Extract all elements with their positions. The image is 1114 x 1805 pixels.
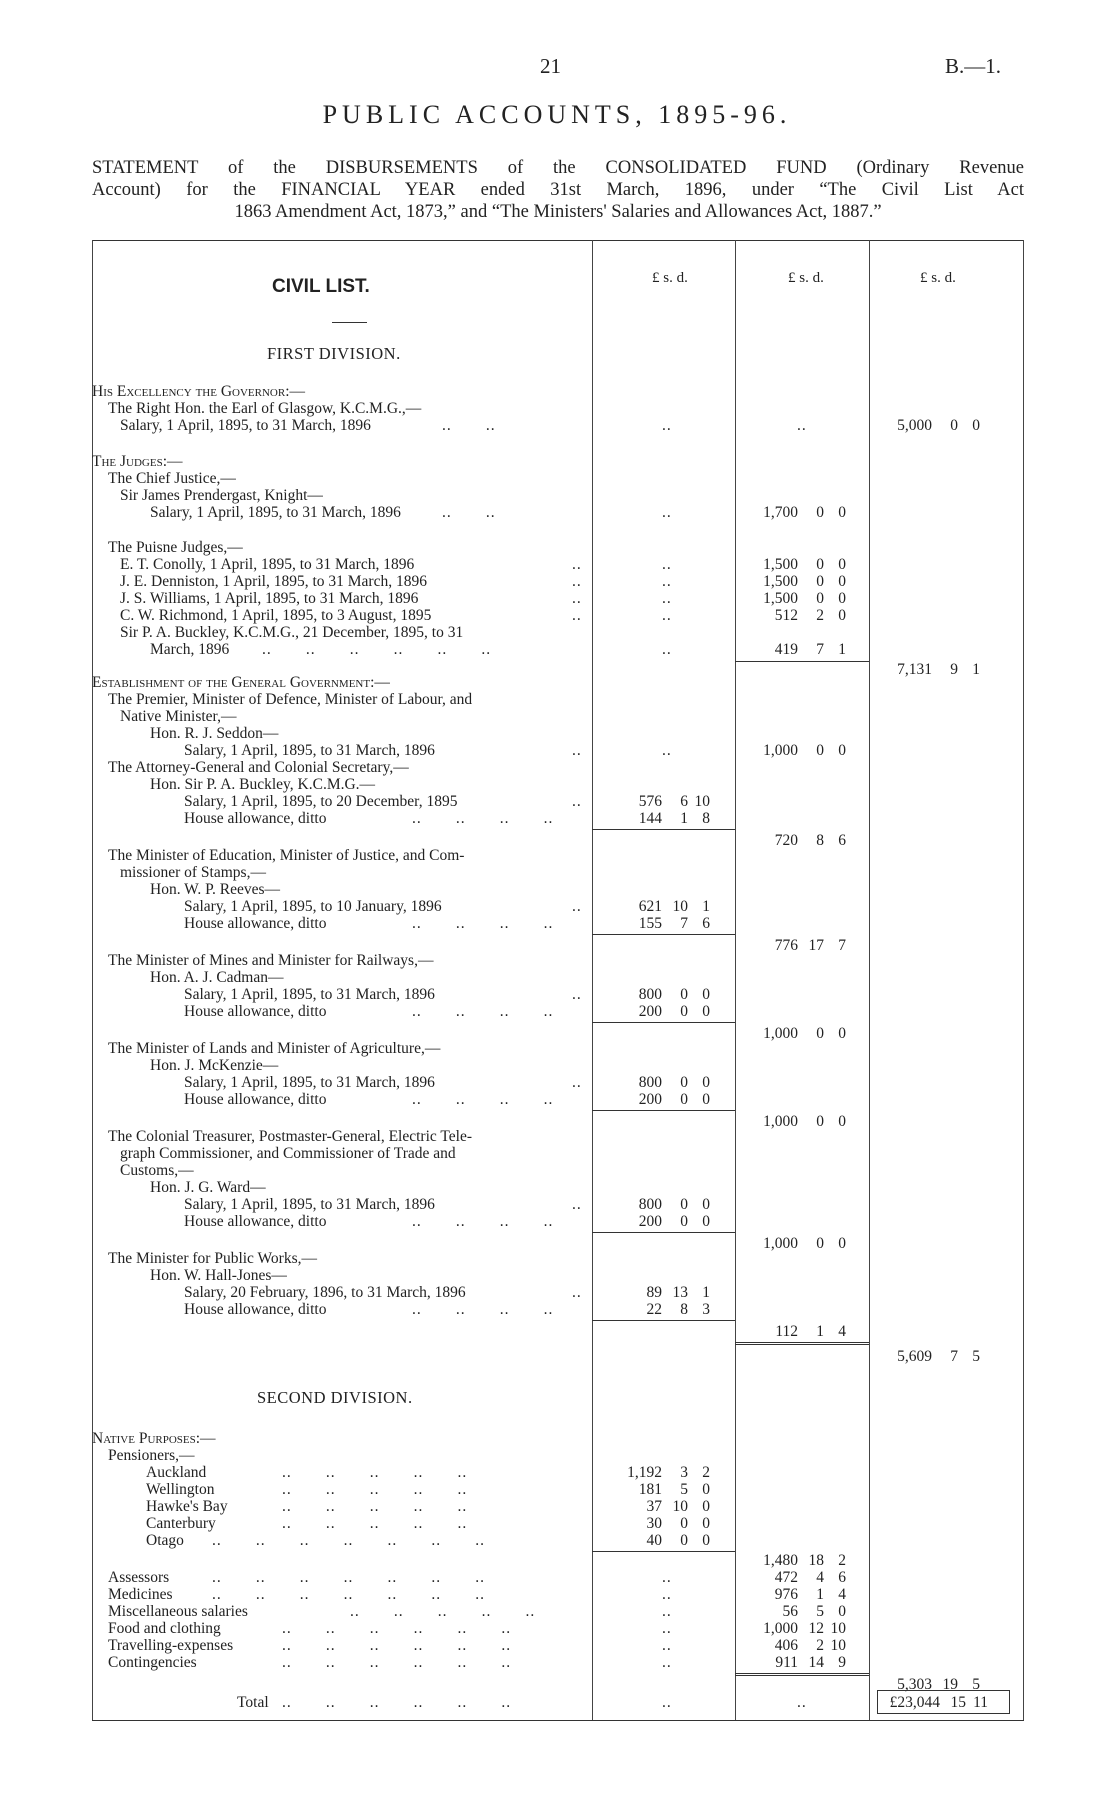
line-item: Auckland <box>146 1464 207 1481</box>
line-item: The Minister of Education, Minister of Justice, and Com- <box>108 847 465 864</box>
leader-dots: .. .. .. .. .. .. .. <box>212 1569 485 1586</box>
amount: 1,500 0 0 <box>763 556 846 573</box>
leader-dots: .. <box>662 573 672 590</box>
line-item: Medicines <box>108 1586 173 1603</box>
heading-rule <box>332 322 367 323</box>
currency-header: £ s. d. <box>920 270 956 286</box>
total-label: Total <box>237 1694 269 1711</box>
leader-dots: .. <box>572 607 582 624</box>
subtotal-rule <box>592 829 735 830</box>
section-heading: His Excellency the Governor:— <box>92 383 306 400</box>
section-heading: Establishment of the General Government:— <box>92 674 390 691</box>
leader-dots: .. <box>572 1074 582 1091</box>
line-item: The Minister for Public Works,— <box>108 1250 317 1267</box>
leader-dots: .. .. .. .. .. .. .. <box>212 1586 485 1603</box>
amount: 800 0 0 <box>638 986 710 1003</box>
line-item: House allowance, ditto <box>184 1213 327 1230</box>
amount: 1,480 18 2 <box>763 1552 846 1569</box>
amount: 37 10 0 <box>646 1498 710 1515</box>
line-item: The Minister of Lands and Minister of Agriculture,— <box>108 1040 441 1057</box>
leader-dots: .. <box>572 1284 582 1301</box>
amount: 89 13 1 <box>646 1284 710 1301</box>
subtotal-rule <box>592 1320 735 1321</box>
amount: 776 17 7 <box>774 937 846 954</box>
intro-line: 1863 Amendment Act, 1873,” and “The Ministers' Salaries and Allowances Act, 1887.” <box>234 202 882 222</box>
amount: 472 4 6 <box>774 1569 846 1586</box>
line-item: The Premier, Minister of Defence, Minister of Labour, and <box>108 691 473 708</box>
line-item: Salary, 1 April, 1895, to 31 March, 1896 <box>184 1196 435 1213</box>
leader-dots: .. .. .. .. .. .. <box>282 1654 512 1671</box>
column-rule <box>1023 240 1024 1720</box>
leader-dots: .. .. .. .. <box>412 810 554 827</box>
line-item: Canterbury <box>146 1515 216 1532</box>
leader-dots: .. <box>572 986 582 1003</box>
leader-dots: .. <box>662 742 672 759</box>
leader-dots: .. .. .. .. <box>412 1213 554 1230</box>
subtotal-rule <box>735 661 869 662</box>
subtotal-rule <box>592 1022 735 1023</box>
subtotal-rule <box>592 934 735 935</box>
leader-dots: .. <box>572 793 582 810</box>
line-item: Wellington <box>146 1481 215 1498</box>
leader-dots: .. .. .. .. .. .. <box>282 1637 512 1654</box>
line-item: missioner of Stamps,— <box>120 864 266 881</box>
amount: 5,303 19 5 <box>897 1676 980 1693</box>
line-item: House allowance, ditto <box>184 810 327 827</box>
leader-dots: .. <box>662 1569 672 1586</box>
line-item: The Right Hon. the Earl of Glasgow, K.C.M.G.,— <box>108 400 422 417</box>
amount: 144 1 8 <box>638 810 710 827</box>
currency-header: £ s. d. <box>652 270 688 286</box>
total-rule <box>735 1673 869 1676</box>
leader-dots: .. <box>662 556 672 573</box>
amount: 5,000 0 0 <box>897 417 980 434</box>
line-item: House allowance, ditto <box>184 1091 327 1108</box>
line-item: Assessors <box>108 1569 170 1586</box>
leader-dots: .. .. .. .. .. <box>350 1603 536 1620</box>
currency-header: £ s. d. <box>788 270 824 286</box>
amount: 7,131 9 1 <box>897 661 980 678</box>
leader-dots: .. .. <box>442 504 496 521</box>
line-item: House allowance, ditto <box>184 1003 327 1020</box>
amount: 200 0 0 <box>638 1003 710 1020</box>
line-item: Salary, 1 April, 1895, to 31 March, 1896 <box>184 986 435 1003</box>
amount: 512 2 0 <box>774 607 846 624</box>
leader-dots: .. .. .. .. .. <box>282 1481 468 1498</box>
line-item: Sir James Prendergast, Knight— <box>120 487 323 504</box>
leader-dots: .. <box>662 1654 672 1671</box>
line-item: House allowance, ditto <box>184 1301 327 1318</box>
line-item: The Colonial Treasurer, Postmaster-General, Electric Tele- <box>108 1128 472 1145</box>
column-rule <box>869 240 870 1720</box>
line-item: Salary, 1 April, 1895, to 31 March, 1896 <box>184 1074 435 1091</box>
amount: 1,000 0 0 <box>763 1235 846 1252</box>
leader-dots: .. <box>662 1620 672 1637</box>
line-item: Salary, 1 April, 1895, to 31 March, 1896 <box>150 504 401 521</box>
line-item: March, 1896 <box>150 641 230 658</box>
page-title: PUBLIC ACCOUNTS, 1895-96. <box>322 100 792 129</box>
leader-dots: .. .. .. .. <box>412 1091 554 1108</box>
leader-dots: .. <box>797 417 807 434</box>
amount: 1,192 3 2 <box>627 1464 710 1481</box>
line-item: Contingencies <box>108 1654 197 1671</box>
line-item: Hon. A. J. Cadman— <box>150 969 284 986</box>
amount: 22 8 3 <box>646 1301 710 1318</box>
line-item: Hawke's Bay <box>146 1498 228 1515</box>
line-item: Salary, 1 April, 1895, to 31 March, 1896 <box>120 417 371 434</box>
leader-dots: .. <box>572 590 582 607</box>
leader-dots: .. .. .. .. .. .. <box>282 1620 512 1637</box>
leader-dots: .. <box>662 641 672 658</box>
line-item: Hon. Sir P. A. Buckley, K.C.M.G.— <box>150 776 376 793</box>
line-item: Hon. W. Hall-Jones— <box>150 1267 287 1284</box>
grand-total: £23,044 15 11 <box>889 1694 988 1711</box>
amount: 976 1 4 <box>774 1586 846 1603</box>
amount: 200 0 0 <box>638 1091 710 1108</box>
statement-intro <box>92 157 1024 223</box>
leader-dots: .. .. .. .. .. .. <box>262 641 492 658</box>
table-bottom-rule <box>92 1720 1024 1721</box>
civil-list-table <box>92 240 1024 1730</box>
amount: 419 7 1 <box>774 641 846 658</box>
line-item: Hon. R. J. Seddon— <box>150 725 279 742</box>
line-item: Pensioners,— <box>108 1447 195 1464</box>
leader-dots: .. <box>572 556 582 573</box>
leader-dots: .. .. .. .. <box>412 1003 554 1020</box>
leader-dots: .. .. .. .. .. <box>282 1498 468 1515</box>
amount: 621 10 1 <box>638 898 710 915</box>
leader-dots: .. .. .. .. .. .. .. <box>212 1532 485 1549</box>
column-rule <box>592 240 593 1720</box>
amount: 181 5 0 <box>638 1481 710 1498</box>
amount: 155 7 6 <box>638 915 710 932</box>
leader-dots: .. .. <box>442 417 496 434</box>
line-item: C. W. Richmond, 1 April, 1895, to 3 August, 1895 <box>120 607 432 624</box>
amount: 40 0 0 <box>646 1532 710 1549</box>
line-item: Food and clothing <box>108 1620 221 1637</box>
leader-dots: .. .. .. .. <box>412 1301 554 1318</box>
amount: 800 0 0 <box>638 1074 710 1091</box>
leader-dots: .. <box>662 1603 672 1620</box>
line-item: House allowance, ditto <box>184 915 327 932</box>
leader-dots: .. .. .. .. .. <box>282 1515 468 1532</box>
amount: 1,500 0 0 <box>763 590 846 607</box>
subtotal-rule <box>592 1551 735 1552</box>
table-top-rule <box>92 240 1024 241</box>
intro-line: Account) for the FINANCIAL YEAR ended 31st March, 1896, under “The Civil List Act <box>92 180 1024 200</box>
leader-dots: .. <box>572 898 582 915</box>
leader-dots: .. <box>662 1694 672 1711</box>
leader-dots: .. <box>662 417 672 434</box>
first-division-title: FIRST DIVISION. <box>267 344 401 363</box>
line-item: graph Commissioner, and Commissioner of Trade and <box>120 1145 456 1162</box>
amount: 1,000 0 0 <box>763 1113 846 1130</box>
amount: 30 0 0 <box>646 1515 710 1532</box>
leader-dots: .. .. .. .. .. .. <box>282 1694 512 1711</box>
line-item: Hon. J. G. Ward— <box>150 1179 266 1196</box>
subtotal-rule <box>592 1232 735 1233</box>
second-division-title: SECOND DIVISION. <box>257 1388 413 1407</box>
amount: 1,000 0 0 <box>763 742 846 759</box>
leader-dots: .. .. .. .. <box>412 915 554 932</box>
civil-list-heading: CIVIL LIST. <box>272 276 370 297</box>
leader-dots: .. <box>572 1196 582 1213</box>
line-item: The Chief Justice,— <box>108 470 236 487</box>
line-item: Travelling-expenses <box>108 1637 234 1654</box>
section-heading: The Judges:— <box>92 453 183 470</box>
leader-dots: .. <box>662 1637 672 1654</box>
amount: 1,000 12 10 <box>763 1620 846 1637</box>
section-heading: Native Purposes:— <box>92 1430 216 1447</box>
amount: 1,500 0 0 <box>763 573 846 590</box>
line-item: J. E. Denniston, 1 April, 1895, to 31 March, 1896 <box>120 573 427 590</box>
document-reference: B.—1. <box>945 54 1002 78</box>
line-item: Hon. W. P. Reeves— <box>150 881 281 898</box>
line-item: Miscellaneous salaries <box>108 1603 248 1620</box>
leader-dots: .. <box>572 742 582 759</box>
line-item: The Puisne Judges,— <box>108 539 243 556</box>
amount: 800 0 0 <box>638 1196 710 1213</box>
leader-dots: .. <box>572 573 582 590</box>
line-item: Salary, 1 April, 1895, to 20 December, 1895 <box>184 793 458 810</box>
line-item: Native Minister,— <box>120 708 237 725</box>
amount: 720 8 6 <box>774 832 846 849</box>
amount: 1,700 0 0 <box>763 504 846 521</box>
line-item: Otago <box>146 1532 184 1549</box>
page-number: 21 <box>540 54 561 78</box>
amount: 200 0 0 <box>638 1213 710 1230</box>
amount: 56 5 0 <box>782 1603 846 1620</box>
amount: 576 6 10 <box>638 793 710 810</box>
line-item: Salary, 20 February, 1896, to 31 March, 1896 <box>184 1284 466 1301</box>
leader-dots: .. <box>662 1586 672 1603</box>
amount: 911 14 9 <box>775 1654 846 1671</box>
line-item: E. T. Conolly, 1 April, 1895, to 31 March, 1896 <box>120 556 415 573</box>
total-rule <box>735 1342 869 1345</box>
intro-line: STATEMENT of the DISBURSEMENTS of the CONSOLIDATED FUND (Ordinary Revenue <box>92 158 1024 178</box>
amount: 406 2 10 <box>774 1637 846 1654</box>
leader-dots: .. <box>662 590 672 607</box>
subtotal-rule <box>592 1110 735 1111</box>
line-item: Customs,— <box>120 1162 194 1179</box>
leader-dots: .. <box>797 1694 807 1711</box>
line-item: Hon. J. McKenzie— <box>150 1057 279 1074</box>
line-item: The Attorney-General and Colonial Secretary,— <box>108 759 409 776</box>
amount: 112 1 4 <box>775 1323 846 1340</box>
leader-dots: .. .. .. .. .. <box>282 1464 468 1481</box>
line-item: The Minister of Mines and Minister for Railways,— <box>108 952 434 969</box>
amount: 1,000 0 0 <box>763 1025 846 1042</box>
amount: 5,609 7 5 <box>897 1348 980 1365</box>
line-item: Sir P. A. Buckley, K.C.M.G., 21 December, 1895, to 31 <box>120 624 464 641</box>
line-item: J. S. Williams, 1 April, 1895, to 31 March, 1896 <box>120 590 419 607</box>
column-rule <box>735 240 736 1720</box>
line-item: Salary, 1 April, 1895, to 10 January, 1896 <box>184 898 442 915</box>
leader-dots: .. <box>662 504 672 521</box>
leader-dots: .. <box>662 607 672 624</box>
line-item: Salary, 1 April, 1895, to 31 March, 1896 <box>184 742 435 759</box>
